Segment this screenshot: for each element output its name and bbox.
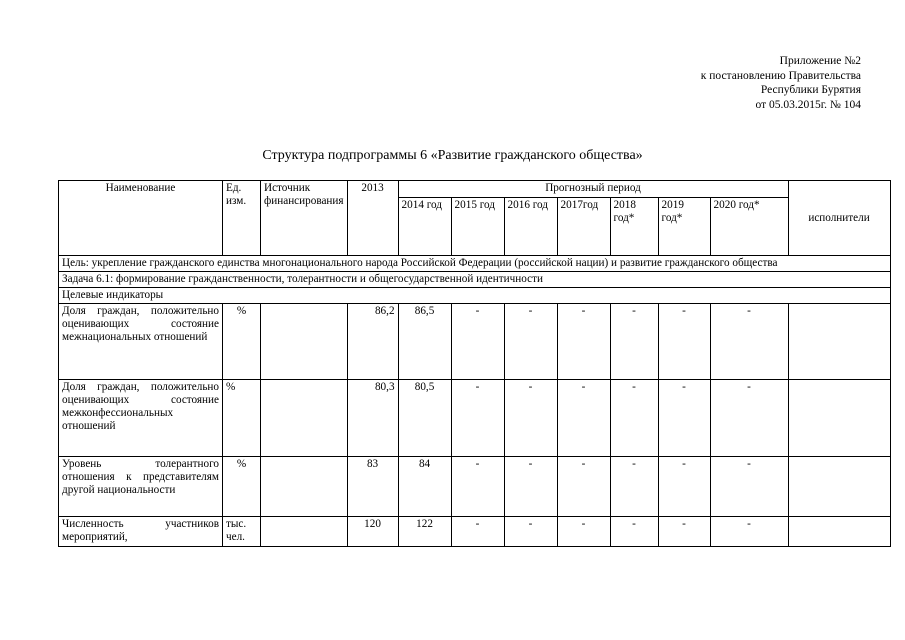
row-executors	[788, 380, 890, 457]
header-2014: 2014 год	[398, 198, 451, 256]
row-2018: -	[610, 304, 658, 380]
row-2017: -	[557, 380, 610, 457]
header-2016: 2016 год	[504, 198, 557, 256]
row-2013: 83	[347, 457, 398, 517]
row-unit: %	[223, 457, 261, 517]
row-2015: -	[451, 380, 504, 457]
table-row	[59, 380, 891, 457]
header-forecast: Прогнозный период	[398, 181, 788, 198]
row-2018: -	[610, 517, 658, 547]
document-title: Структура подпрограммы 6 «Развитие гражданского общества»	[262, 148, 643, 163]
row-unit: %	[223, 304, 261, 380]
row-2019: -	[658, 457, 710, 517]
row-2013: 86,2	[347, 304, 398, 380]
row-source	[261, 517, 348, 547]
row-executors	[788, 457, 890, 517]
row-2015: -	[451, 457, 504, 517]
row-2020: -	[710, 517, 788, 547]
row-2013: 80,3	[347, 380, 398, 457]
header-2018: 2018 год*	[610, 198, 658, 256]
row-name: Доля граждан, положительно оценивающих состояние межконфессиональных отношений	[59, 380, 223, 457]
row-2019: -	[658, 304, 710, 380]
row-2016: -	[504, 517, 557, 547]
appendix-line-3: Республики Бурятия	[760, 84, 861, 96]
goal-row	[59, 256, 891, 272]
row-2017: -	[557, 304, 610, 380]
task-text: Задача 6.1: формирование гражданственности, толерантности и общегосударственной идентичности	[59, 272, 891, 288]
appendix-line-2: к постановлению Правительства	[700, 69, 861, 82]
header-executors: исполнители	[788, 181, 890, 256]
row-2014: 122	[398, 517, 451, 547]
row-source	[261, 457, 348, 517]
row-2019: -	[658, 517, 710, 547]
row-2017: -	[557, 457, 610, 517]
row-2020: -	[710, 457, 788, 517]
indicators-row	[59, 288, 891, 304]
table-row	[59, 457, 891, 517]
table-row	[59, 304, 891, 380]
subprogram-structure-table	[58, 180, 891, 547]
row-name: Доля граждан, положительно оценивающих состояние межнациональных отношений	[59, 304, 223, 380]
row-source	[261, 380, 348, 457]
row-2014: 86,5	[398, 304, 451, 380]
goal-text: Цель: укрепление гражданского единства многонационального народа Российской Федерации (российской нации) и развитие гражданского общества	[59, 256, 891, 272]
row-2018: -	[610, 457, 658, 517]
row-2019: -	[658, 380, 710, 457]
row-2017: -	[557, 517, 610, 547]
header-2019: 2019 год*	[658, 198, 710, 256]
row-2016: -	[504, 304, 557, 380]
row-name: Уровень толерантного отношения к представителям другой национальности	[59, 457, 223, 517]
row-2015: -	[451, 304, 504, 380]
row-source	[261, 304, 348, 380]
header-2020: 2020 год*	[710, 198, 788, 256]
header-2017: 2017год	[557, 198, 610, 256]
row-name: Численность участников мероприятий,	[59, 517, 223, 547]
appendix-block	[701, 54, 861, 112]
task-row	[59, 272, 891, 288]
row-2016: -	[504, 457, 557, 517]
table-row	[59, 517, 891, 547]
appendix-line-4: от 05.03.2015г. № 104	[755, 98, 861, 111]
row-2020: -	[710, 304, 788, 380]
header-2013: 2013	[347, 181, 398, 256]
indicators-text: Целевые индикаторы	[59, 288, 891, 304]
header-source: Источник финансирования	[261, 181, 348, 256]
row-2020: -	[710, 380, 788, 457]
row-2018: -	[610, 380, 658, 457]
row-2015: -	[451, 517, 504, 547]
row-unit: %	[223, 380, 261, 457]
header-name: Наименование	[59, 181, 223, 256]
appendix-line-1: Приложение №2	[779, 55, 861, 67]
header-row-1	[59, 181, 891, 198]
header-2015: 2015 год	[451, 198, 504, 256]
row-executors	[788, 304, 890, 380]
header-unit: Ед. изм.	[223, 181, 261, 256]
row-2013: 120	[347, 517, 398, 547]
row-unit: тыс. чел.	[223, 517, 261, 547]
row-2014: 84	[398, 457, 451, 517]
row-2014: 80,5	[398, 380, 451, 457]
row-executors	[788, 517, 890, 547]
row-2016: -	[504, 380, 557, 457]
